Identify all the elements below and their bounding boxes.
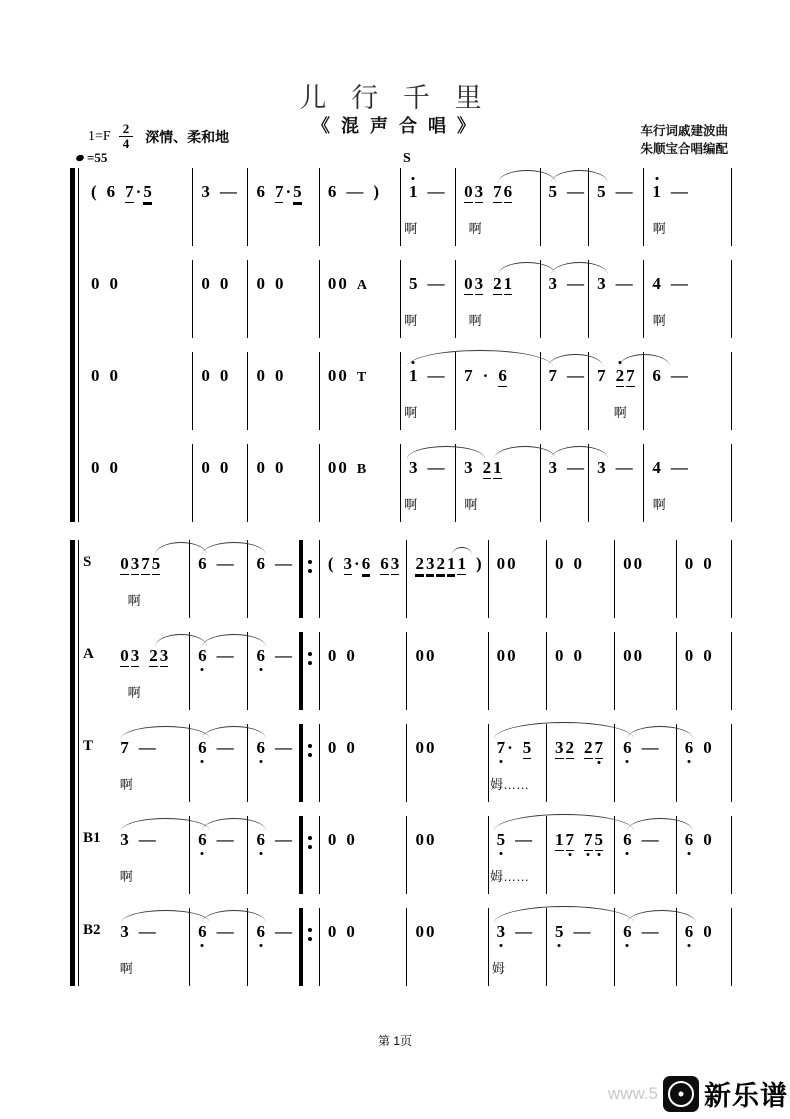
measure [83,260,193,338]
key-signature: 1=F [88,128,111,144]
note: — [274,554,292,573]
note: 6 [623,830,632,849]
note: 3 [597,274,606,293]
note: 0 [327,366,337,385]
note: 0 [496,554,506,573]
note: ) [373,182,380,201]
note: 0 [415,922,424,941]
note: — [138,830,156,849]
note: 5 [408,274,418,293]
note: ( [327,554,334,573]
note: 0 [464,182,473,201]
measure [193,168,248,246]
lyric: 啊 [464,497,478,512]
lyric: 啊 [127,593,141,608]
note: 0 [219,458,229,477]
note: — [567,182,584,201]
repeat-barline [300,816,319,894]
credit-composer: 车行词戚建波曲 [640,124,728,138]
measure [320,816,408,894]
note: 5 [496,830,506,849]
score [70,150,732,986]
repeat-barline [300,540,319,618]
note: 0 [120,554,129,573]
note: 0 [703,922,712,941]
record-logo-icon [663,1076,699,1112]
note: ( [91,182,97,201]
note: 1 [408,366,418,385]
note: 0 [201,366,210,385]
voice-row [83,260,732,338]
note: 0 [327,830,337,849]
voice-label: A [356,278,367,293]
measure [320,168,401,246]
note: 6 [380,554,389,573]
note: 0 [256,458,265,477]
voice-label: S [83,554,92,570]
lyric: 啊 [613,405,627,420]
note: 0 [425,646,435,665]
note: 0 [91,274,100,293]
voice-row [83,816,732,894]
note: 1 [503,274,513,293]
note: — [567,458,584,477]
page-number: 第 1页 [377,1034,412,1048]
note: 0 [338,274,347,293]
note: 1 [446,554,456,573]
voice-label: A [83,646,94,662]
note: 0 [703,554,712,573]
time-denominator: 4 [122,136,130,151]
lyric: 啊 [404,405,418,420]
note: — [641,922,659,941]
key-time-block [88,122,229,151]
note: 0 [684,646,694,665]
note: 0 [327,738,337,757]
note: — [427,182,445,201]
measure [407,724,488,802]
note: 6 [327,182,337,201]
note: 0 [623,646,632,665]
lyric: 姆…… [490,869,530,884]
note: 6 [361,554,371,573]
note: 0 [327,646,337,665]
note: 6 [198,646,207,665]
voice-label: T [356,370,367,385]
measure [489,632,547,710]
note: 0 [703,738,712,757]
note: 1 [555,830,564,849]
measure [320,724,408,802]
note: 5 [597,182,606,201]
measure [83,168,193,246]
note: 6 [198,554,207,573]
measure [547,540,615,618]
measure [407,632,488,710]
lyric: 啊 [652,221,666,236]
note: 7 [594,738,603,757]
note: 1 [457,554,466,573]
measure [248,168,319,246]
voice-row [83,632,732,710]
lyric: 啊 [404,497,418,512]
note: 3 [597,458,606,477]
note: 3 [120,830,129,849]
note: 6 [652,366,661,385]
note: 3 [464,458,473,477]
note: 0 [633,554,643,573]
note: 0 [464,274,473,293]
note: 7 [597,366,606,385]
voice-row [83,908,732,986]
lyric: 啊 [127,685,141,700]
note: 6 [623,922,632,941]
note: 0 [109,458,118,477]
note: 0 [327,274,337,293]
note: — [670,458,688,477]
note: 0 [507,646,516,665]
note: 6 [256,830,265,849]
note: 0 [201,274,210,293]
note: 6 [198,830,207,849]
note: 6 [684,738,694,757]
note: — [216,646,234,665]
measure [320,908,408,986]
voice-row [83,151,732,246]
note: — [274,738,292,757]
note: 0 [120,646,129,665]
note: — [216,554,234,573]
note: 0 [573,554,582,573]
measure [677,540,732,618]
system-1 [70,151,732,522]
measure [193,444,248,522]
lyric: 姆 [491,961,505,976]
note: — [274,646,292,665]
note: 7 [584,830,593,849]
note: · [507,738,513,757]
note: 7 [464,366,473,385]
note: 3 [548,458,557,477]
measure [407,540,488,618]
note: 7 [141,554,150,573]
note: 0 [633,646,643,665]
note: 5 [522,738,532,757]
measure [547,632,615,710]
time-numerator: 2 [119,122,134,137]
note: — [219,182,237,201]
note: 0 [327,458,337,477]
note: 6 [198,922,207,941]
note: 6 [256,554,265,573]
note: 0 [274,458,284,477]
note: · [482,366,489,385]
note: — [427,366,445,385]
voice-label: B2 [83,922,101,938]
note: — [274,922,292,941]
note: — [427,458,445,477]
note: 3 [555,738,564,757]
note: — [615,458,633,477]
note: 6 [256,738,265,757]
note: 0 [684,554,694,573]
note: 6 [684,830,694,849]
note: 0 [425,738,435,757]
measure [407,908,488,986]
note: 3 [343,554,353,573]
measure [83,444,193,522]
note: 3 [548,274,557,293]
note: 0 [327,922,337,941]
note: — [670,366,688,385]
note: — [573,922,591,941]
note: 3 [474,182,484,201]
note: 6 [256,922,265,941]
measure [320,540,408,618]
note: — [615,182,633,201]
note: 2 [482,458,492,477]
note: 0 [623,554,632,573]
note: 0 [256,366,265,385]
note: 0 [219,366,229,385]
note: 4 [652,274,661,293]
note: 0 [219,274,229,293]
measure [320,260,401,338]
note: ) [475,554,482,573]
note: 6 [106,182,116,201]
note: 0 [415,646,424,665]
note: — [138,738,156,757]
note: 0 [346,738,355,757]
voice-row [83,352,732,430]
lyric: 啊 [652,497,666,512]
note: 3 [201,182,210,201]
note: 0 [425,830,435,849]
measure [193,260,248,338]
lyric: 啊 [404,313,418,328]
note: 3 [159,646,169,665]
note: · [135,182,142,201]
song-subtitle: 《 混 声 合 唱 》 [311,116,478,136]
repeat-barline [300,908,319,986]
measure [193,352,248,430]
note: — [216,738,234,757]
note: 0 [91,366,100,385]
lyric: 啊 [652,313,666,328]
note: 6 [684,922,694,941]
note: — [346,182,364,201]
note: — [138,922,156,941]
note: 3 [496,922,506,941]
note: 7 [274,182,284,201]
note: 0 [507,554,516,573]
measure [248,260,319,338]
note: 7 [493,182,502,201]
note: 0 [346,646,355,665]
note: 0 [109,274,118,293]
note: 3 [425,554,435,573]
note: 6 [198,738,207,757]
note: 0 [274,274,284,293]
expression-marking: 深情、柔和地 [145,128,230,145]
note: 6 [498,366,507,385]
note: — [274,830,292,849]
note: — [670,182,688,201]
note: 7 [120,738,129,757]
repeat-barline [300,632,319,710]
note-head-icon [75,154,85,162]
note: 0 [256,274,265,293]
note: 5 [594,830,603,849]
note: 0 [555,554,564,573]
measure [248,352,319,430]
note: 3 [408,458,418,477]
measure [615,540,677,618]
note: — [567,366,584,385]
note: 3 [474,274,484,293]
note: 5 [555,922,564,941]
note: 6 [623,738,632,757]
note: 6 [256,182,265,201]
note: 7 [125,182,134,201]
note: 0 [91,458,100,477]
measure [248,444,319,522]
voice-row [83,724,732,802]
note: 7 [626,366,635,385]
note: 0 [415,830,424,849]
note: 0 [425,922,435,941]
note: — [641,738,659,757]
song-title: 儿 行 千 里 [299,83,491,113]
measure [677,632,732,710]
note: 7 [548,366,557,385]
voice-label: B1 [83,830,101,846]
note: 0 [703,830,712,849]
lyric: 啊 [404,221,418,236]
note: 1 [652,182,661,201]
note: — [567,274,584,293]
time-signature [119,122,134,151]
note: 0 [201,458,210,477]
lyric: 啊 [119,961,133,976]
note: 0 [109,366,118,385]
note: 0 [346,922,355,941]
measure [615,632,677,710]
note: 2 [565,738,574,757]
note: — [615,274,633,293]
brand-name: 新乐谱 [704,1081,788,1111]
note: · [285,182,292,201]
note: 5 [143,182,152,201]
note: 2 [615,366,625,385]
note: 3 [130,646,140,665]
note: 0 [555,646,564,665]
note: 0 [274,366,284,385]
note: — [641,830,659,849]
watermark-url: www.5 [607,1083,658,1103]
voice-row [83,540,732,618]
voice-label: B [356,462,367,477]
note: 3 [130,554,140,573]
lyric: 啊 [119,777,133,792]
note: — [515,922,533,941]
note: · [354,554,360,573]
note: 2 [436,554,445,573]
note: 2 [415,554,424,573]
tempo-value: =55 [87,150,108,165]
note: 3 [120,922,129,941]
voice-label: T [83,738,94,754]
voice-label-above: S [403,151,411,166]
measure [83,352,193,430]
note: 0 [338,458,347,477]
note: 0 [338,366,347,385]
lyric: 啊 [468,221,482,236]
note: — [515,830,533,849]
system-2 [70,540,732,986]
measure [320,444,401,522]
note: 4 [652,458,661,477]
voice-row [83,444,732,522]
note: 6 [503,182,513,201]
note: 7 [565,830,574,849]
measure [489,540,547,618]
note: 0 [496,646,506,665]
note: 2 [149,646,158,665]
slur [452,547,472,555]
note: 3 [390,554,400,573]
lyric: 姆…… [490,777,530,792]
measure [320,632,408,710]
note: 5 [151,554,161,573]
note: 1 [493,458,502,477]
note: 0 [703,646,712,665]
credit-arranger: 朱顺宝合唱编配 [640,142,728,156]
note: 5 [293,182,302,201]
note: 0 [573,646,582,665]
note: — [670,274,688,293]
note: — [216,922,234,941]
measure [320,352,401,430]
note: — [216,830,234,849]
measure [407,816,488,894]
note: 0 [415,738,424,757]
lyric: 啊 [119,869,133,884]
repeat-barline [300,724,319,802]
note: 2 [584,738,593,757]
watermark [608,1074,788,1113]
note: 0 [346,830,355,849]
note: 1 [408,182,418,201]
note: 5 [548,182,557,201]
note: 7 [496,738,506,757]
note: 2 [493,274,502,293]
note: — [427,274,445,293]
lyric: 啊 [468,313,482,328]
note: 6 [256,646,265,665]
